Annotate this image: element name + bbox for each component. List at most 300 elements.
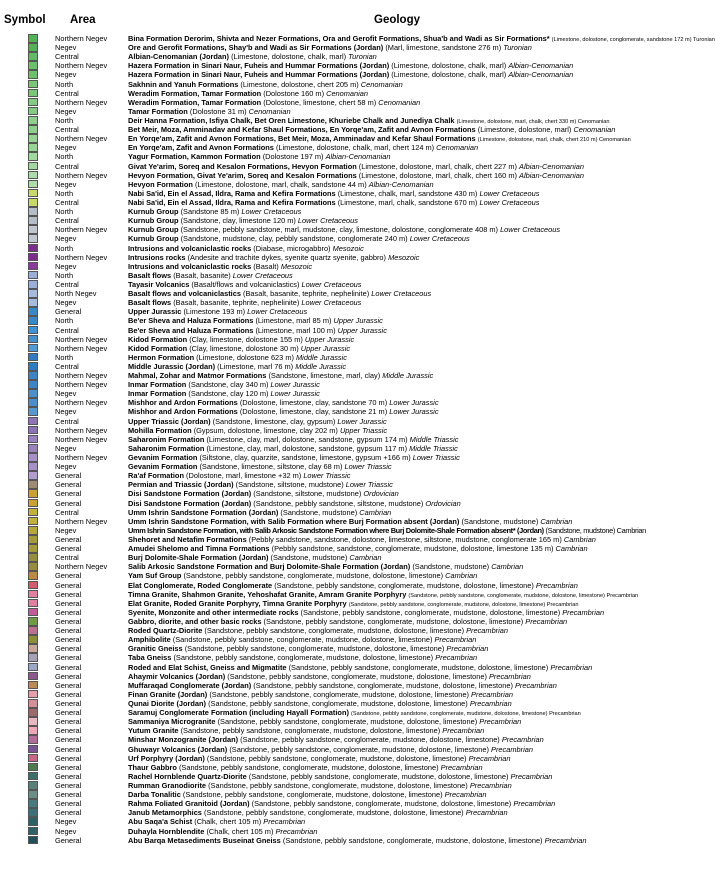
formation-name: Rahma Foliated Granitoid (Jordan) <box>128 799 250 809</box>
formation-name: Bina Formation Derorim, Shivta and Nezer Formations, Ora and Gerofit Formations, Shua'b and Wadi as Sir Formations* <box>128 34 550 43</box>
geology-description <box>128 152 696 161</box>
geology-description <box>128 271 696 280</box>
unit-color-swatch <box>28 216 38 225</box>
geologic-age: Precambrian <box>510 771 553 781</box>
legend-row <box>0 817 700 826</box>
geologic-age: Lower Cretaceous <box>297 216 358 226</box>
geology-description <box>128 198 696 207</box>
geologic-age: Ordovician <box>363 489 399 499</box>
geology-description <box>128 745 696 754</box>
geology-description <box>128 326 696 335</box>
area-label: General <box>55 571 82 581</box>
area-label: Central <box>55 216 79 226</box>
lithology: (Sandstone, pebbly sandstone, conglomerate, mudstone, dolostone, limestone) <box>217 717 478 727</box>
legend-row <box>0 271 700 280</box>
legend-row <box>0 407 700 416</box>
unit-color-swatch <box>28 398 38 407</box>
geology-description <box>128 717 696 726</box>
unit-color-swatch <box>28 608 38 617</box>
geology-description <box>128 726 696 735</box>
lithology: (Basalt/flows and volcaniclastics) <box>191 279 300 289</box>
formation-name: Intrusions and volcaniclastic rocks <box>128 243 252 253</box>
legend-row <box>0 298 700 307</box>
unit-color-swatch <box>28 134 38 143</box>
unit-color-swatch <box>28 717 38 726</box>
formation-name: Rumman Granodiorite <box>128 780 207 790</box>
area-label: Northern Negev <box>55 134 108 144</box>
formation-name: Elat Conglomerate, Roded Conglomerate <box>128 580 273 590</box>
legend-row <box>0 125 700 134</box>
legend-row <box>0 380 700 389</box>
unit-color-swatch <box>28 817 38 826</box>
legend-row <box>0 80 700 89</box>
unit-color-swatch <box>28 162 38 171</box>
area-label: Central <box>55 279 79 289</box>
area-label: General <box>55 544 82 554</box>
geologic-age: Lower Cretaceous <box>500 225 561 235</box>
unit-color-swatch <box>28 380 38 389</box>
geology-description <box>128 125 696 134</box>
legend-row <box>0 544 700 553</box>
formation-name: Kidod Formation <box>128 334 188 344</box>
geology-description <box>128 453 696 462</box>
unit-color-swatch <box>28 43 38 52</box>
lithology: (Sandstone, pebbly sandstone, conglomerate, mudstone, dolostone, limestone) Precambrian <box>348 601 579 608</box>
area-label: Negev <box>55 443 77 453</box>
geology-description <box>128 581 696 590</box>
geologic-age: Lower Cretaceous <box>301 298 362 308</box>
geology-description <box>128 508 696 517</box>
lithology: (Limestone, dolostone, chalk, marl) <box>391 61 507 71</box>
legend-row <box>0 316 700 325</box>
geologic-age: Cambrian <box>359 507 392 517</box>
lithology: (Sandstone, clay, limestone 120 m) <box>180 216 296 226</box>
area-label: Northern Negev <box>55 170 108 180</box>
formation-name: Middle Jurassic (Jordan) <box>128 361 216 371</box>
legend-row <box>0 444 700 453</box>
geology-description <box>128 772 696 781</box>
formation-name: Nabi Sa'id, Ein el Assad, Ildra, Rama and Kefira Formations <box>128 188 336 198</box>
legend-row <box>0 626 700 635</box>
lithology: (Sandstone, mudstone) <box>270 553 348 563</box>
formation-name: Ahaymir Volcanics (Jordan) <box>128 671 226 681</box>
geologic-age: Middle Jurassic <box>295 361 347 371</box>
formation-name: Hevyon Formation, Givat Ye'arim, Soreq and Kesalon Formations <box>128 170 357 180</box>
legend-row <box>0 289 700 298</box>
legend-row <box>0 143 700 152</box>
geology-description <box>128 289 696 298</box>
legend-row <box>0 836 700 845</box>
area-label: Northern Negev <box>55 225 108 235</box>
area-label: General <box>55 635 82 645</box>
formation-name: Bet Meir, Moza, Amminadav and Kefar Shaul Formations, En Yorqe'am, Zafit and Avnon Formations <box>128 125 476 135</box>
lithology: (Sandstone, pebbly sandstone, conglomerate, mudstone, dolostone, limestone) <box>184 644 445 654</box>
formation-name: Be'er Sheva and Haluza Formations <box>128 325 254 335</box>
area-label: North <box>55 207 74 217</box>
area-label: Northern Negev <box>55 425 108 435</box>
formation-name: Disi Sandstone Formation (Jordan) <box>128 489 252 499</box>
lithology: (Sandstone, pebbly sandstone, conglomerate, mudstone, dolostone, limestone) <box>172 635 433 645</box>
area-label: North Negev <box>55 289 97 299</box>
geologic-age: Precambrian <box>501 735 544 745</box>
legend-row <box>0 152 700 161</box>
lithology: (Basalt, basanite) <box>173 270 231 280</box>
unit-color-swatch <box>28 407 38 416</box>
geologic-age: Mesozoic <box>388 252 420 262</box>
area-label: General <box>55 717 82 727</box>
formation-name: Saharonim Formation <box>128 443 205 453</box>
area-label: Negev <box>55 817 77 827</box>
lithology: (Limestone, dolostone, marl, chalk, sandstone 44 m) <box>194 179 367 189</box>
lithology: (Sandstone, pebbly sandstone, conglomerate, mudstone, dolostone, limestone) <box>206 753 467 763</box>
lithology: (Limestone, marl 100 m) <box>255 325 336 335</box>
geology-description <box>128 489 696 498</box>
geology-description <box>128 763 696 772</box>
area-label: General <box>55 489 82 499</box>
lithology: (Sandstone, pebbly sandstone, conglomerate, mudstone, dolostone, limestone) <box>183 571 444 581</box>
unit-color-swatch <box>28 435 38 444</box>
legend-row <box>0 98 700 107</box>
geology-description <box>128 407 696 416</box>
geology-description <box>128 362 696 371</box>
unit-color-swatch <box>28 471 38 480</box>
area-label: General <box>55 771 82 781</box>
geology-description <box>128 471 696 480</box>
geologic-age: Cambrian <box>555 544 588 554</box>
formation-name: Abu Saqa'a Schist <box>128 817 193 827</box>
area-label: Central <box>55 325 79 335</box>
geology-description <box>128 189 696 198</box>
area-label: Negev <box>55 525 77 535</box>
lithology: (Sandstone, pebbly sandstone, conglomerate, mudstone, dolostone, limestone) <box>173 653 434 663</box>
geologic-age: Lower Cretaceous <box>247 307 308 317</box>
formation-name: Saharonim Formation <box>128 434 205 444</box>
area-label: Central <box>55 361 79 371</box>
geology-description <box>128 735 696 744</box>
area-label: Northern Negev <box>55 516 108 526</box>
formation-name: Salib Arkosic Sandstone Formation and Burj Dolomite-Shale Formation (Jordan) <box>128 562 411 572</box>
lithology: (Dolostone, limestone, clay, sandstone 21 m) <box>239 407 388 417</box>
geologic-age: Albian-Cenomanian <box>325 152 391 162</box>
geologic-age: Precambrian <box>471 689 513 699</box>
geologic-age: Middle Jurassic <box>296 352 347 362</box>
lithology: (Sandstone, pebbly sandstone, conglomerate, mudstone, dolostone, limestone) <box>182 790 443 800</box>
area-label: Negev <box>55 179 77 189</box>
geologic-age: Upper Jurassic <box>333 316 383 326</box>
unit-color-swatch <box>28 444 38 453</box>
geologic-age: Precambrian <box>562 607 605 617</box>
area-label: Central <box>55 161 79 171</box>
geologic-age: Precambrian <box>469 698 512 708</box>
formation-name: Amphibolite <box>128 635 171 645</box>
geology-description <box>128 562 696 571</box>
legend-row <box>0 581 700 590</box>
formation-name: Intrusions rocks <box>128 252 186 262</box>
geology-description <box>128 617 696 626</box>
lithology: (Clay, limestone, dolostone 155 m) <box>189 334 303 344</box>
legend-row <box>0 808 700 817</box>
geology-description <box>128 799 696 808</box>
geology-description <box>128 571 696 580</box>
area-label: Northern Negev <box>55 453 108 463</box>
formation-name: Be'er Sheva and Haluza Formations <box>128 316 254 326</box>
header-symbol: Symbol <box>4 14 46 26</box>
area-label: General <box>55 644 82 654</box>
lithology: (Dolostone, limestone, chert 58 m) <box>263 97 377 107</box>
area-label: General <box>55 762 82 772</box>
geologic-age: Lower Jurassic <box>270 380 320 390</box>
legend-row <box>0 726 700 735</box>
geologic-age: Upper Jurassic <box>300 343 351 353</box>
unit-color-swatch <box>28 708 38 717</box>
formation-name: Minshar Monzogranite (Jordan) <box>128 735 239 745</box>
formation-name: Janub Metamorphics <box>128 808 202 818</box>
geology-description <box>128 225 696 234</box>
formation-name: Umm Ishrin Sandstone Formation, with Salib Formation where Burj Formation absent (Jordan) <box>128 516 460 526</box>
area-label: General <box>55 607 82 617</box>
lithology: (Sandstone, mudstone) <box>412 562 490 572</box>
formation-name: Kurnub Group <box>128 216 179 226</box>
unit-color-swatch <box>28 198 38 207</box>
formation-name: Muffaraqad Conglomerate (Jordan) <box>128 680 252 690</box>
unit-color-swatch <box>28 289 38 298</box>
lithology: (Sandstone, mudstone, clay, pebbly sandstone, conglomerate 240 m) <box>180 234 408 244</box>
unit-color-swatch <box>28 180 38 189</box>
lithology: (Limestone, dolostone, conglomerate, sandstone 172 m) Turonian <box>551 37 715 43</box>
lithology: (Limestone, dolostone 623 m) <box>196 352 294 362</box>
lithology: (Sandstone, clay 340 m) <box>188 380 269 390</box>
area-label: General <box>55 671 82 681</box>
geology-description <box>128 635 696 644</box>
legend-row <box>0 699 700 708</box>
legend-row <box>0 517 700 526</box>
geologic-age: Precambrian <box>435 653 478 663</box>
formation-name: Gabbro, diorite, and other basic rocks <box>128 617 262 626</box>
geologic-age: Mesozoic <box>332 243 364 253</box>
formation-name: Gevanim Formation <box>128 462 198 472</box>
unit-color-swatch <box>28 262 38 271</box>
geologic-age: Precambrian <box>446 644 489 654</box>
geology-description <box>128 462 696 471</box>
lithology: (Sandstone, pebbly sandstone, conglomerate, mudstone, dolostone, limestone) <box>251 799 512 809</box>
geologic-age: Precambrian <box>550 662 593 672</box>
lithology: (Pebbly sandstone, sandstone, conglomerate, mudstone, dolostone, limestone 135 m) <box>271 544 554 554</box>
legend-row <box>0 608 700 617</box>
unit-color-swatch <box>28 763 38 772</box>
geology-description <box>128 827 696 836</box>
unit-color-swatch <box>28 225 38 234</box>
geology-description <box>128 817 696 826</box>
geologic-age: Albian-Cenomanian <box>508 70 574 80</box>
lithology: (Sandstone, pebbly sandstone, conglomerate, mudstone, dolostone, limestone) <box>282 835 543 845</box>
area-label: General <box>55 626 82 636</box>
geology-description <box>128 544 696 553</box>
formation-name: Kurnub Group <box>128 207 179 217</box>
lithology: (Limestone, dolostone, marl, chalk, chert 210 m) Cenomanian <box>477 137 631 144</box>
formation-name: Tamar Formation <box>128 106 188 116</box>
area-label: General <box>55 662 82 672</box>
geologic-age: Cambrian <box>540 516 573 526</box>
legend-row <box>0 43 700 52</box>
geology-description <box>128 353 696 362</box>
area-label: Negev <box>55 234 77 244</box>
formation-name: Weradim Formation, Tamar Formation <box>128 88 262 98</box>
area-label: General <box>55 799 82 809</box>
geologic-age: Lower Jurassic <box>270 389 320 399</box>
geologic-age: Precambrian <box>465 808 508 818</box>
area-label: General <box>55 780 82 790</box>
legend-row <box>0 89 700 98</box>
formation-name: Finan Granite (Jordan) <box>128 689 208 699</box>
legend-row <box>0 453 700 462</box>
geology-description <box>128 626 696 635</box>
unit-color-swatch <box>28 307 38 316</box>
area-label: Negev <box>55 826 77 836</box>
geologic-age: Precambrian <box>444 790 487 800</box>
unit-color-swatch <box>28 526 38 535</box>
geology-description <box>128 234 696 243</box>
area-label: Central <box>55 416 79 426</box>
unit-color-swatch <box>28 726 38 735</box>
lithology: (Marl, limestone, sandstone 276 m) <box>385 43 502 53</box>
lithology: (Pebbly sandstone, sandstone, dolostone, limestone, siltstone, mudstone, conglomerate 165 m) <box>248 535 562 545</box>
geologic-age: Albian-Cenomanian <box>519 161 584 171</box>
geology-description <box>128 553 696 562</box>
unit-color-swatch <box>28 152 38 161</box>
geologic-age: Cambrian <box>349 553 382 563</box>
unit-color-swatch <box>28 89 38 98</box>
formation-name: Rachel Hornblende Quartz-Diorite <box>128 771 247 781</box>
unit-color-swatch <box>28 426 38 435</box>
geologic-age: Mesozoic <box>280 261 313 271</box>
unit-color-swatch <box>28 799 38 808</box>
area-label: Central <box>55 507 79 517</box>
header-area: Area <box>70 14 96 26</box>
unit-color-swatch <box>28 544 38 553</box>
formation-name: Sakhnin and Yanuh Formations <box>128 79 239 89</box>
area-label: Negev <box>55 261 77 271</box>
geology-description <box>128 517 696 526</box>
geologic-age: Cenomanian <box>326 88 369 98</box>
lithology: (Sandstone 85 m) <box>180 207 240 217</box>
formation-name: Yagur Formation, Kammon Formation <box>128 152 261 162</box>
legend-row <box>0 690 700 699</box>
geology-description <box>128 61 696 70</box>
geologic-age: Upper Jurassic <box>304 334 355 344</box>
geology-description <box>128 335 696 344</box>
legend-row <box>0 708 700 717</box>
lithology: (Basalt) <box>253 261 279 271</box>
formation-name: Hevyon Formation <box>128 179 193 189</box>
geologic-age: Upper Jurassic <box>337 325 387 335</box>
legend-row <box>0 244 700 253</box>
formation-name: Ghuwayr Volcanics (Jordan) <box>128 744 228 754</box>
geology-description <box>128 89 696 98</box>
legend-row <box>0 535 700 544</box>
formation-name: Kurnub Group <box>128 234 179 244</box>
unit-color-swatch <box>28 316 38 325</box>
area-label: General <box>55 471 82 481</box>
legend-row <box>0 280 700 289</box>
legend-row <box>0 763 700 772</box>
legend-row <box>0 253 700 262</box>
lithology: (Dolostone 31 m) <box>189 106 247 116</box>
area-label: Northern Negev <box>55 371 108 381</box>
area-label: General <box>55 680 82 690</box>
unit-color-swatch <box>28 143 38 152</box>
unit-color-swatch <box>28 116 38 125</box>
geologic-age: Lower Cretaceous <box>241 207 302 217</box>
area-label: North <box>55 270 74 280</box>
lithology: (Sandstone, pebbly sandstone, conglomerate, mudstone, dolostone, limestone) <box>204 626 465 636</box>
geologic-age: Lower Triassic <box>345 480 393 490</box>
legend-row <box>0 499 700 508</box>
legend-row <box>0 70 700 79</box>
legend-row <box>0 52 700 61</box>
geology-description <box>128 298 696 307</box>
unit-color-swatch <box>28 335 38 344</box>
geology-description <box>128 316 696 325</box>
area-label: General <box>55 589 82 599</box>
area-label: General <box>55 698 82 708</box>
unit-color-swatch <box>28 590 38 599</box>
geologic-age: Lower Cretaceous <box>409 234 470 244</box>
unit-color-swatch <box>28 808 38 817</box>
lithology: (Dolostone 197 m) <box>262 152 324 162</box>
legend-row <box>0 198 700 207</box>
area-label: Negev <box>55 389 77 399</box>
formation-name: Inmar Formation <box>128 380 187 390</box>
geology-description <box>128 480 696 489</box>
unit-color-swatch <box>28 98 38 107</box>
lithology: (Sandstone, clay 120 m) <box>188 389 269 399</box>
lithology: (Limestone 193 m) <box>183 307 246 317</box>
legend-row <box>0 189 700 198</box>
formation-name: Kurnub Group <box>128 225 179 235</box>
geologic-age: Lower Jurassic <box>337 416 387 426</box>
unit-color-swatch <box>28 745 38 754</box>
lithology: (Sandstone, pebbly sandstone, conglomerate, mudstone, dolostone, limestone) <box>203 808 464 818</box>
area-label: Northern Negev <box>55 343 108 353</box>
legend-row <box>0 371 700 380</box>
unit-color-swatch <box>28 453 38 462</box>
geologic-age: Cambrian <box>445 571 478 581</box>
geologic-age: Turonian <box>348 52 377 62</box>
unit-color-swatch <box>28 653 38 662</box>
geologic-age: Lower Cretaceous <box>479 197 540 207</box>
unit-color-swatch <box>28 271 38 280</box>
geology-description <box>128 70 696 79</box>
geologic-age: Middle Triassic <box>409 434 459 444</box>
area-label: General <box>55 535 82 545</box>
lithology: (Sandstone, siltstone, mudstone) <box>235 480 344 490</box>
unit-color-swatch <box>28 61 38 70</box>
lithology: (Sandstone, pebbly sandstone, conglomerate, mudstone, dolostone, limestone) <box>240 735 500 745</box>
formation-name: Weradim Formation, Tamar Formation <box>128 97 262 107</box>
area-label: General <box>55 617 82 626</box>
area-label: Northern Negev <box>55 334 108 344</box>
area-label: North <box>55 352 74 362</box>
formation-name: Thaur Gabbro <box>128 762 177 772</box>
lithology: (Sandstone, pebbly sandstone, siltstone, mudstone) <box>253 498 424 508</box>
lithology: (Clay, limestone, dolostone 30 m) <box>189 343 299 353</box>
geology-description <box>128 426 696 435</box>
lithology: (Limestone, clay, marl, dolostone, sandstone, gypsum 117 m) <box>206 443 408 453</box>
lithology: (Sandstone, pebbly sandstone, marl, mudstone, clay, limestone, dolostone, conglomerate 408 m) <box>180 225 498 235</box>
legend-row <box>0 508 700 517</box>
formation-name: Qunai Diorite (Jordan) <box>128 698 207 708</box>
lithology: (Sandstone, pebbly sandstone, conglomerate, mudstone, dolostone, limestone) <box>274 580 534 590</box>
